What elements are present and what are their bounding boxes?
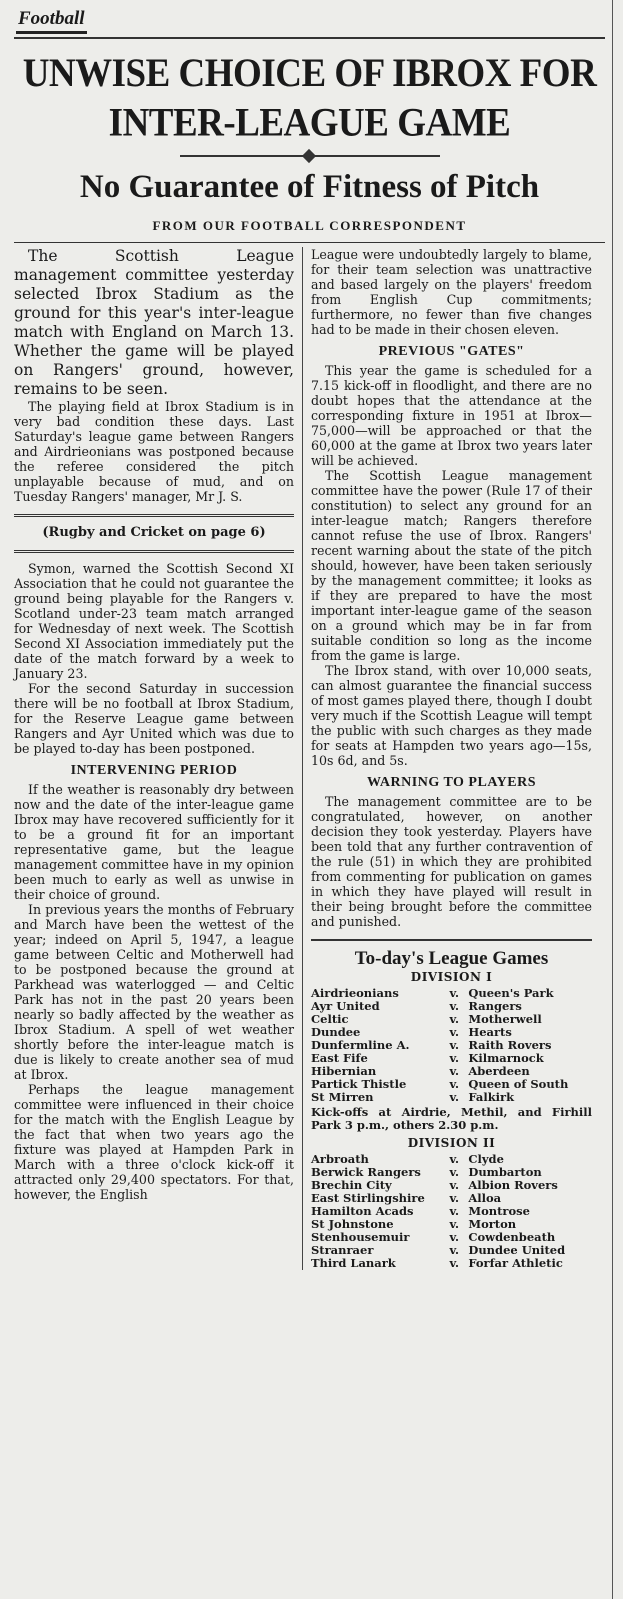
versus: v. xyxy=(449,1025,460,1039)
versus: v. xyxy=(449,1152,460,1166)
headline: UNWISE CHOICE OF IBROX FOR INTER-LEAGUE GAME xyxy=(22,51,597,146)
versus: v. xyxy=(449,1243,460,1257)
league-games-title: To-day's League Games xyxy=(311,939,592,966)
home-team: Ayr United xyxy=(311,999,380,1013)
away-team: Albion Rovers xyxy=(468,1178,558,1192)
subheadline: No Guarantee of Fitness of Pitch xyxy=(79,169,540,205)
versus: v. xyxy=(449,999,460,1013)
fixture-row xyxy=(311,1257,592,1270)
versus: v. xyxy=(449,1165,460,1179)
right-column xyxy=(303,247,592,1270)
paragraph: The Ibrox stand, with over 10,000 seats, can almost guarantee the financial success of most games played there, though I doubt very much if the Scottish League will tempt the public with such charges as they made for seats at Hampden two years ago—15s, 10s 6d, and 5s. xyxy=(311,663,592,768)
paragraph: This year the game is scheduled for a 7.15 kick-off in floodlight, and there are no doubt hopes that the attendance at the corresponding fixture in 1951 at Ibrox—75,000—will be approached or that the 60,000 at the game at Ibrox two years later will be achieved. xyxy=(311,363,592,468)
paragraph: The playing field at Ibrox Stadium is in very bad condition these days. Last Saturday's league game between Rangers and Airdrieonians was postponed because the referee considered the pitch unplayable because of mud, and on Tuesday Rangers' manager, Mr J. S. xyxy=(14,399,294,504)
away-team: Dundee United xyxy=(468,1243,566,1257)
division-title: DIVISION II xyxy=(407,1136,496,1150)
paragraph: The Scottish League management committee yesterday selected Ibrox Stadium as the ground for this year's inter-league match with England on March 13. Whether the game will be played on Rangers' ground, however, remains to be seen. xyxy=(14,247,294,398)
away-team: Falkirk xyxy=(468,1090,515,1104)
left-column xyxy=(14,247,303,1270)
away-team: Rangers xyxy=(468,999,522,1013)
crosshead: WARNING TO PLAYERS xyxy=(366,775,536,790)
page-reference-box: (Rugby and Cricket on page 6) xyxy=(14,514,294,553)
versus: v. xyxy=(449,1191,460,1205)
kickoff-note: Kick-offs at Airdrie, Methil, and Firhill Park 3 p.m., others 2.30 p.m. xyxy=(311,1105,592,1132)
home-team: Stenhousemuir xyxy=(311,1230,410,1244)
paragraph: Perhaps the league management committee were influenced in their choice for the match with the English League by the fact that when two years ago the fixture was played at Hampden Park in March with a three o'clock kick-off it attracted only 29,400 spectators. For that, however, the English xyxy=(14,1082,294,1202)
division-title: DIVISION I xyxy=(410,970,493,984)
home-team: Berwick Rangers xyxy=(311,1165,421,1179)
versus: v. xyxy=(449,1077,460,1091)
away-team: Alloa xyxy=(468,1191,502,1205)
division2-fixtures xyxy=(311,1153,592,1270)
versus: v. xyxy=(449,1204,460,1218)
home-team: Hamilton Acads xyxy=(311,1204,414,1218)
paragraph: The management committee are to be congratulated, however, on another decision they took yesterday. Players have been told that any further contravention of the rule (51) in which they are prohibited from commenting for publication on games in which they have played will result in their being brought before the committee and punished. xyxy=(311,794,592,929)
paragraph: The Scottish League management committee have the power (Rule 17 of their constitution) to select any ground for an inter-league match; Rangers therefore cannot refuse the use of Ibrox. Rangers' recent warning about the state of the pitch should, however, have been taken seriously by the management committee; it looks as if they are prepared to have the most important inter-league game of the season on a ground which may be in far from suitable condition so long as the income from the game is large. xyxy=(311,468,592,663)
away-team: Raith Rovers xyxy=(468,1038,552,1052)
division1-fixtures xyxy=(311,987,592,1104)
away-team: Dumbarton xyxy=(468,1165,542,1179)
paragraph: If the weather is reasonably dry between now and the date of the inter-league game Ibrox may have recovered sufficiently for it to be a ground fit for an important representative game, but the league management committee have in my opinion been much to early as well as unwise in their choice of ground. xyxy=(14,782,294,902)
column-edge-rule xyxy=(612,0,613,1599)
home-team: Hibernian xyxy=(311,1064,377,1078)
home-team: Airdrieonians xyxy=(311,986,399,1000)
home-team: Partick Thistle xyxy=(311,1077,407,1091)
away-team: Motherwell xyxy=(468,1012,542,1026)
home-team: St Johnstone xyxy=(311,1217,394,1231)
home-team: St Mirren xyxy=(311,1090,374,1104)
away-team: Montrose xyxy=(468,1204,530,1218)
versus: v. xyxy=(449,1051,460,1065)
byline-rule xyxy=(14,242,605,243)
home-team: East Fife xyxy=(311,1051,368,1065)
home-team: Brechin City xyxy=(311,1178,392,1192)
ornament-divider xyxy=(180,153,440,159)
away-team: Cowdenbeath xyxy=(468,1230,556,1244)
away-team: Queen's Park xyxy=(468,986,554,1000)
byline: FROM OUR FOOTBALL CORRESPONDENT xyxy=(152,218,467,233)
away-team: Queen of South xyxy=(468,1077,569,1091)
paragraph: League were undoubtedly largely to blame, for their team selection was unattractive and based largely on the players' freedom from English Cup commitments; furthermore, no fewer than five changes had to be made in their chosen eleven. xyxy=(311,247,592,337)
versus: v. xyxy=(449,1012,460,1026)
home-team: East Stirlingshire xyxy=(311,1191,425,1205)
paragraph: For the second Saturday in succession there will be no football at Ibrox Stadium, for the Reserve League game between Rangers and Ayr United which was due to be played to-day has been postponed. xyxy=(14,681,294,756)
paragraph: In previous years the months of February and March have been the wettest of the year; indeed on April 5, 1947, a league game between Celtic and Motherwell had to be postponed because the ground at Parkhead was waterlogged — and Celtic Park has not in the past 20 years been nearly so badly affected by the weather as Ibrox Stadium. A spell of wet weather shortly before the inter-league match is due is likely to create another sea of mud at Ibrox. xyxy=(14,902,294,1082)
crosshead: PREVIOUS "GATES" xyxy=(378,344,525,359)
paragraph: Symon, warned the Scottish Second XI Association that he could not guarantee the ground being playable for the Rangers v. Scotland under-23 team match arranged for Wednesday of next week. The Scottish Second XI Association immediately put the date of the match forward by a week to January 23. xyxy=(14,561,294,681)
section-tag: Football xyxy=(16,8,87,34)
away-team: Clyde xyxy=(468,1152,504,1166)
away-team: Morton xyxy=(468,1217,517,1231)
versus: v. xyxy=(449,1178,460,1192)
away-team: Forfar Athletic xyxy=(468,1256,563,1270)
top-rule xyxy=(14,37,605,39)
versus: v. xyxy=(449,1064,460,1078)
versus: v. xyxy=(449,1090,460,1104)
away-team: Hearts xyxy=(468,1025,512,1039)
versus: v. xyxy=(449,986,460,1000)
fixture-row xyxy=(311,1091,592,1104)
home-team: Celtic xyxy=(311,1012,349,1026)
away-team: Kilmarnock xyxy=(468,1051,544,1065)
versus: v. xyxy=(449,1217,460,1231)
versus: v. xyxy=(449,1230,460,1244)
away-team: Aberdeen xyxy=(468,1064,530,1078)
versus: v. xyxy=(449,1256,460,1270)
home-team: Third Lanark xyxy=(311,1256,396,1270)
article-columns xyxy=(14,247,605,1270)
home-team: Arbroath xyxy=(311,1152,369,1166)
versus: v. xyxy=(449,1038,460,1052)
home-team: Stranraer xyxy=(311,1243,374,1257)
home-team: Dundee xyxy=(311,1025,361,1039)
crosshead: INTERVENING PERIOD xyxy=(70,763,238,778)
home-team: Dunfermline A. xyxy=(311,1038,410,1052)
